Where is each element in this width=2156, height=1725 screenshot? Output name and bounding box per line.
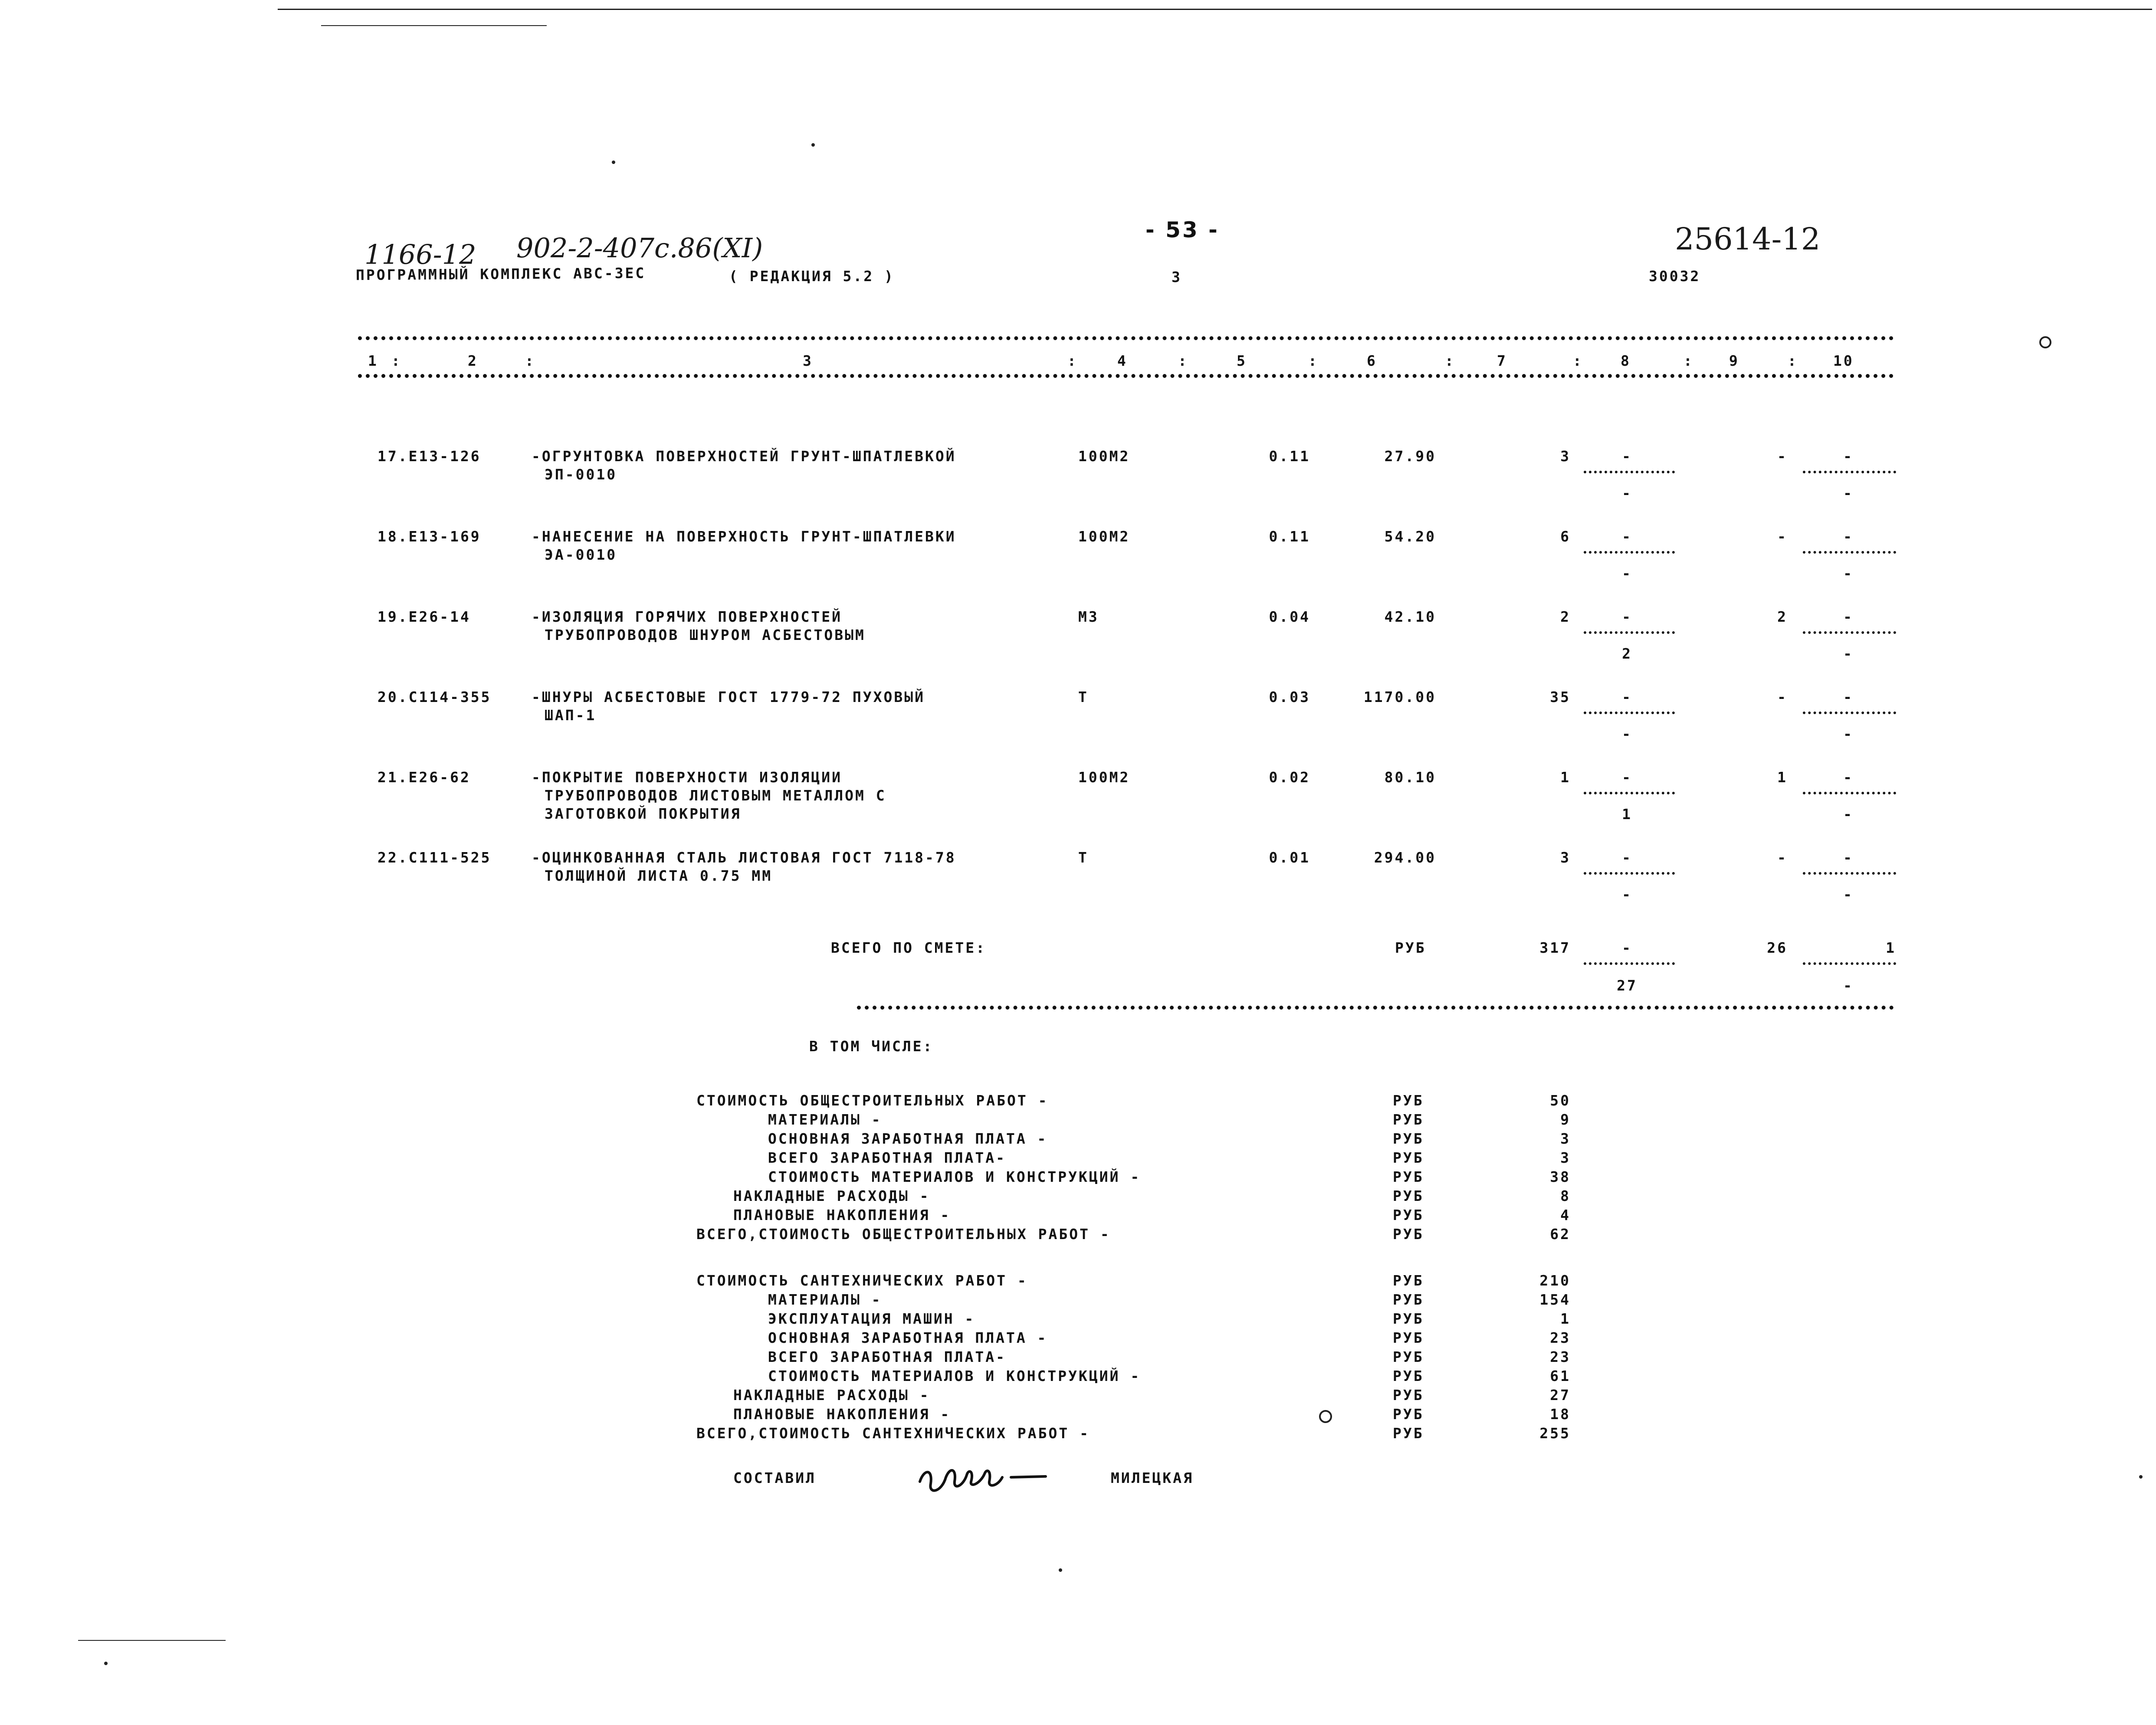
breakdown-label: ОСНОВНАЯ ЗАРАБОТНАЯ ПЛАТА -: [768, 1130, 1048, 1147]
breakdown-value: 23: [1550, 1348, 1571, 1365]
row-description-line: ШАП-1: [545, 707, 597, 724]
breakdown-label: СТОИМОСТЬ ОБЩЕСТРОИТЕЛЬНЫХ РАБОТ -: [696, 1092, 1049, 1109]
row-col8-sub: -: [1622, 565, 1632, 582]
row-unit: 100М2: [1078, 448, 1130, 465]
breakdown-value: 62: [1550, 1226, 1571, 1243]
breakdown-unit: РУБ: [1393, 1387, 1424, 1404]
row-description-line: ТРУБОПРОВОДОВ ШНУРОМ АСБЕСТОВЫМ: [545, 626, 866, 643]
breakdown-value: 23: [1550, 1329, 1571, 1346]
breakdown-unit: РУБ: [1393, 1425, 1424, 1442]
row-col10-sub: -: [1843, 645, 1854, 662]
row-col10-rule: [1803, 471, 1896, 473]
program-name: ПРОГРАММНЫЙ КОМПЛЕКС АВС-ЗЕС: [355, 264, 646, 284]
breakdown-value: 3: [1560, 1130, 1571, 1147]
breakdown-unit: РУБ: [1393, 1291, 1424, 1308]
breakdown-unit: РУБ: [1393, 1111, 1424, 1128]
breakdown-unit: РУБ: [1393, 1168, 1424, 1185]
row-unit-price: 80.10: [1384, 769, 1436, 786]
row-col8-rule: [1584, 712, 1675, 714]
row-col9: -: [1777, 528, 1788, 545]
row-col8-rule: [1584, 631, 1675, 634]
breakdown-unit: РУБ: [1393, 1272, 1424, 1289]
row-col7: 3: [1560, 849, 1571, 866]
breakdown-value: 210: [1539, 1272, 1571, 1289]
row-code: 18.Е13-169: [377, 528, 481, 545]
breakdown-label: ВСЕГО,СТОИМОСТЬ САНТЕХНИЧЕСКИХ РАБОТ -: [696, 1425, 1090, 1442]
row-unit-price: 1170.00: [1363, 689, 1436, 705]
scan-speck: [104, 1662, 108, 1665]
row-col10-rule: [1803, 872, 1896, 875]
compiler-name: МИЛЕЦКАЯ: [1111, 1469, 1194, 1486]
row-quantity: 0.01: [1269, 849, 1310, 866]
breakdown-unit: РУБ: [1393, 1348, 1424, 1365]
row-quantity: 0.11: [1269, 448, 1310, 465]
total-col10-rule: [1803, 962, 1896, 965]
column-number: 3: [803, 352, 813, 369]
row-description-line: -ОЦИНКОВАННАЯ СТАЛЬ ЛИСТОВАЯ ГОСТ 7118-78: [532, 849, 956, 866]
row-col10: -: [1843, 448, 1854, 465]
breakdown-label: МАТЕРИАЛЫ -: [768, 1291, 882, 1308]
row-col9: -: [1777, 448, 1788, 465]
row-unit-price: 294.00: [1374, 849, 1436, 866]
row-unit: 100М2: [1078, 769, 1130, 786]
column-number: 5: [1237, 352, 1247, 369]
row-col10-sub: -: [1843, 725, 1854, 742]
total-col10: 1: [1886, 939, 1896, 956]
breakdown-unit: РУБ: [1393, 1092, 1424, 1109]
total-col7: 317: [1539, 939, 1571, 956]
breakdown-label: СТОИМОСТЬ САНТЕХНИЧЕСКИХ РАБОТ -: [696, 1272, 1028, 1289]
column-number: 10: [1833, 352, 1854, 369]
breakdown-unit: РУБ: [1393, 1149, 1424, 1166]
breakdown-value: 9: [1560, 1111, 1571, 1128]
breakdown-unit: РУБ: [1393, 1207, 1424, 1223]
row-col10-sub: -: [1843, 886, 1854, 903]
breakdown-label: СТОИМОСТЬ МАТЕРИАЛОВ И КОНСТРУКЦИЙ -: [768, 1368, 1141, 1384]
row-unit: Т: [1078, 849, 1089, 866]
scan-border-bottom: [78, 1640, 226, 1641]
column-separator: :: [1573, 352, 1583, 369]
breakdown-value: 3: [1560, 1149, 1571, 1166]
breakdown-unit: РУБ: [1393, 1310, 1424, 1327]
row-description-line: ТРУБОПРОВОДОВ ЛИСТОВЫМ МЕТАЛЛОМ С: [545, 787, 886, 804]
total-label: ВСЕГО ПО СМЕТЕ:: [831, 939, 987, 956]
row-description-line: -ШНУРЫ АСБЕСТОВЫЕ ГОСТ 1779-72 ПУХОВЫЙ: [532, 689, 925, 705]
row-col8-rule: [1584, 551, 1675, 554]
scan-border-top: [278, 9, 2152, 10]
column-separator: :: [1683, 352, 1694, 369]
row-code: 20.С114-355: [377, 689, 492, 705]
row-col7: 35: [1550, 689, 1571, 705]
row-col10: -: [1843, 608, 1854, 625]
total-col10-sub: -: [1843, 977, 1854, 994]
row-description-line: ТОЛЩИНОЙ ЛИСТА 0.75 ММ: [545, 867, 773, 884]
row-col10-sub: -: [1843, 485, 1854, 502]
doc-code: 30032: [1649, 268, 1701, 285]
scan-speck: [1319, 1410, 1332, 1423]
row-col10-sub: -: [1843, 565, 1854, 582]
column-number: 7: [1497, 352, 1507, 369]
breakdown-value: 38: [1550, 1168, 1571, 1185]
row-col7: 3: [1560, 448, 1571, 465]
breakdown-value: 50: [1550, 1092, 1571, 1109]
breakdown-unit: РУБ: [1393, 1130, 1424, 1147]
total-col9: 26: [1767, 939, 1788, 956]
total-col8-rule: [1584, 962, 1675, 965]
breakdown-unit: РУБ: [1393, 1226, 1424, 1243]
row-code: 19.Е26-14: [377, 608, 471, 625]
table-header-bottom-rule: [358, 374, 1894, 378]
breakdown-unit: РУБ: [1393, 1406, 1424, 1423]
breakdown-unit: РУБ: [1393, 1368, 1424, 1384]
breakdown-label: ЭКСПЛУАТАЦИЯ МАШИН -: [768, 1310, 975, 1327]
column-separator: :: [1178, 352, 1188, 369]
row-col7: 1: [1560, 769, 1571, 786]
row-col8-sub: 1: [1622, 806, 1632, 823]
row-col9: -: [1777, 689, 1788, 705]
breakdown-value: 18: [1550, 1406, 1571, 1423]
row-description-line: -ОГРУНТОВКА ПОВЕРХНОСТЕЙ ГРУНТ-ШПАТЛЕВКОЙ: [532, 448, 956, 465]
row-unit-price: 54.20: [1384, 528, 1436, 545]
breakdown-label: НАКЛАДНЫЕ РАСХОДЫ -: [733, 1387, 930, 1404]
row-description-line: ЭА-0010: [545, 546, 617, 563]
row-quantity: 0.11: [1269, 528, 1310, 545]
scan-speck: [1059, 1568, 1062, 1572]
table-header-top-rule: [358, 336, 1894, 340]
column-separator: :: [525, 352, 535, 369]
column-number: 4: [1117, 352, 1128, 369]
row-col8-rule: [1584, 792, 1675, 794]
row-col8: -: [1622, 448, 1632, 465]
row-col10-rule: [1803, 792, 1896, 794]
breakdown-value: 255: [1539, 1425, 1571, 1442]
breakdown-value: 8: [1560, 1187, 1571, 1204]
row-col8-sub: -: [1622, 485, 1632, 502]
row-col8-sub: -: [1622, 725, 1632, 742]
breakdown-value: 61: [1550, 1368, 1571, 1384]
column-separator: :: [1788, 352, 1798, 369]
total-bottom-rule: [857, 1006, 1894, 1010]
handwritten-sheet-number: 1166-12: [364, 239, 476, 270]
row-col7: 6: [1560, 528, 1571, 545]
row-col10-rule: [1803, 712, 1896, 714]
row-unit-price: 27.90: [1384, 448, 1436, 465]
row-description-line: ЭП-0010: [545, 466, 617, 483]
column-number: 8: [1621, 352, 1631, 369]
row-col10: -: [1843, 528, 1854, 545]
row-col10-rule: [1803, 631, 1896, 634]
row-col9: 2: [1777, 608, 1788, 625]
column-number: 1: [368, 352, 378, 369]
breakdown-label: НАКЛАДНЫЕ РАСХОДЫ -: [733, 1187, 930, 1204]
row-col8: -: [1622, 689, 1632, 705]
breakdown-value: 4: [1560, 1207, 1571, 1223]
row-code: 21.Е26-62: [377, 769, 471, 786]
row-quantity: 0.03: [1269, 689, 1310, 705]
row-description-line: -ПОКРЫТИЕ ПОВЕРХНОСТИ ИЗОЛЯЦИИ: [532, 769, 843, 786]
compiled-by-label: СОСТАВИЛ: [733, 1469, 816, 1486]
row-col9: 1: [1777, 769, 1788, 786]
breakdown-unit: РУБ: [1393, 1329, 1424, 1346]
row-col8-rule: [1584, 872, 1675, 875]
column-number: 9: [1729, 352, 1739, 369]
breakdown-label: ПЛАНОВЫЕ НАКОПЛЕНИЯ -: [733, 1207, 951, 1223]
row-unit: Т: [1078, 689, 1089, 705]
breakdown-label: МАТЕРИАЛЫ -: [768, 1111, 882, 1128]
row-col8-sub: -: [1622, 886, 1632, 903]
row-quantity: 0.02: [1269, 769, 1310, 786]
row-description-line: ЗАГОТОВКОЙ ПОКРЫТИЯ: [545, 805, 742, 822]
total-col8-sub: 27: [1617, 977, 1638, 994]
row-quantity: 0.04: [1269, 608, 1310, 625]
row-col10: -: [1843, 689, 1854, 705]
row-col9: -: [1777, 849, 1788, 866]
row-code: 22.С111-525: [377, 849, 492, 866]
breakdown-label: ВСЕГО,СТОИМОСТЬ ОБЩЕСТРОИТЕЛЬНЫХ РАБОТ -: [696, 1226, 1111, 1243]
row-col8-sub: 2: [1622, 645, 1632, 662]
sheet-code: 3: [1172, 269, 1182, 285]
row-col10-sub: -: [1843, 806, 1854, 823]
row-unit-price: 42.10: [1384, 608, 1436, 625]
scan-speck: [811, 143, 815, 147]
column-separator: :: [1067, 352, 1078, 369]
column-separator: :: [1308, 352, 1319, 369]
breakdown-heading: В ТОМ ЧИСЛЕ:: [809, 1038, 934, 1055]
scan-speck: [2039, 336, 2051, 348]
breakdown-label: ОСНОВНАЯ ЗАРАБОТНАЯ ПЛАТА -: [768, 1329, 1048, 1346]
total-col8: -: [1622, 939, 1632, 956]
column-number: 6: [1367, 352, 1377, 369]
row-col8: -: [1622, 608, 1632, 625]
breakdown-label: ВСЕГО ЗАРАБОТНАЯ ПЛАТА-: [768, 1149, 1006, 1166]
scan-border-top-2: [321, 25, 547, 26]
handwritten-project-code: 902-2-407с.86(XI): [516, 232, 763, 264]
row-code: 17.Е13-126: [377, 448, 481, 465]
page-number: - 53 -: [1145, 217, 1219, 243]
total-unit: РУБ: [1395, 939, 1426, 956]
breakdown-value: 154: [1539, 1291, 1571, 1308]
row-col7: 2: [1560, 608, 1571, 625]
scan-speck: [612, 161, 615, 164]
column-separator: :: [1445, 352, 1455, 369]
row-description-line: -ИЗОЛЯЦИЯ ГОРЯЧИХ ПОВЕРХНОСТЕЙ: [532, 608, 843, 625]
row-col8: -: [1622, 769, 1632, 786]
row-description-line: -НАНЕСЕНИЕ НА ПОВЕРХНОСТЬ ГРУНТ-ШПАТЛЕВКИ: [532, 528, 956, 545]
handwritten-document-number: 25614-12: [1675, 221, 1821, 257]
row-col8: -: [1622, 528, 1632, 545]
row-col10: -: [1843, 849, 1854, 866]
breakdown-label: ВСЕГО ЗАРАБОТНАЯ ПЛАТА-: [768, 1348, 1006, 1365]
program-edition: ( РЕДАКЦИЯ 5.2 ): [729, 268, 895, 285]
breakdown-unit: РУБ: [1393, 1187, 1424, 1204]
row-col10: -: [1843, 769, 1854, 786]
breakdown-value: 27: [1550, 1387, 1571, 1404]
row-col8-rule: [1584, 471, 1675, 473]
row-col8: -: [1622, 849, 1632, 866]
breakdown-value: 1: [1560, 1310, 1571, 1327]
row-unit: 100М2: [1078, 528, 1130, 545]
row-unit: М3: [1078, 608, 1099, 625]
column-number: 2: [468, 352, 478, 369]
signature-image: [916, 1451, 1054, 1503]
row-col10-rule: [1803, 551, 1896, 554]
breakdown-label: СТОИМОСТЬ МАТЕРИАЛОВ И КОНСТРУКЦИЙ -: [768, 1168, 1141, 1185]
breakdown-label: ПЛАНОВЫЕ НАКОПЛЕНИЯ -: [733, 1406, 951, 1423]
column-separator: :: [391, 352, 402, 369]
scan-speck: [2139, 1475, 2143, 1479]
